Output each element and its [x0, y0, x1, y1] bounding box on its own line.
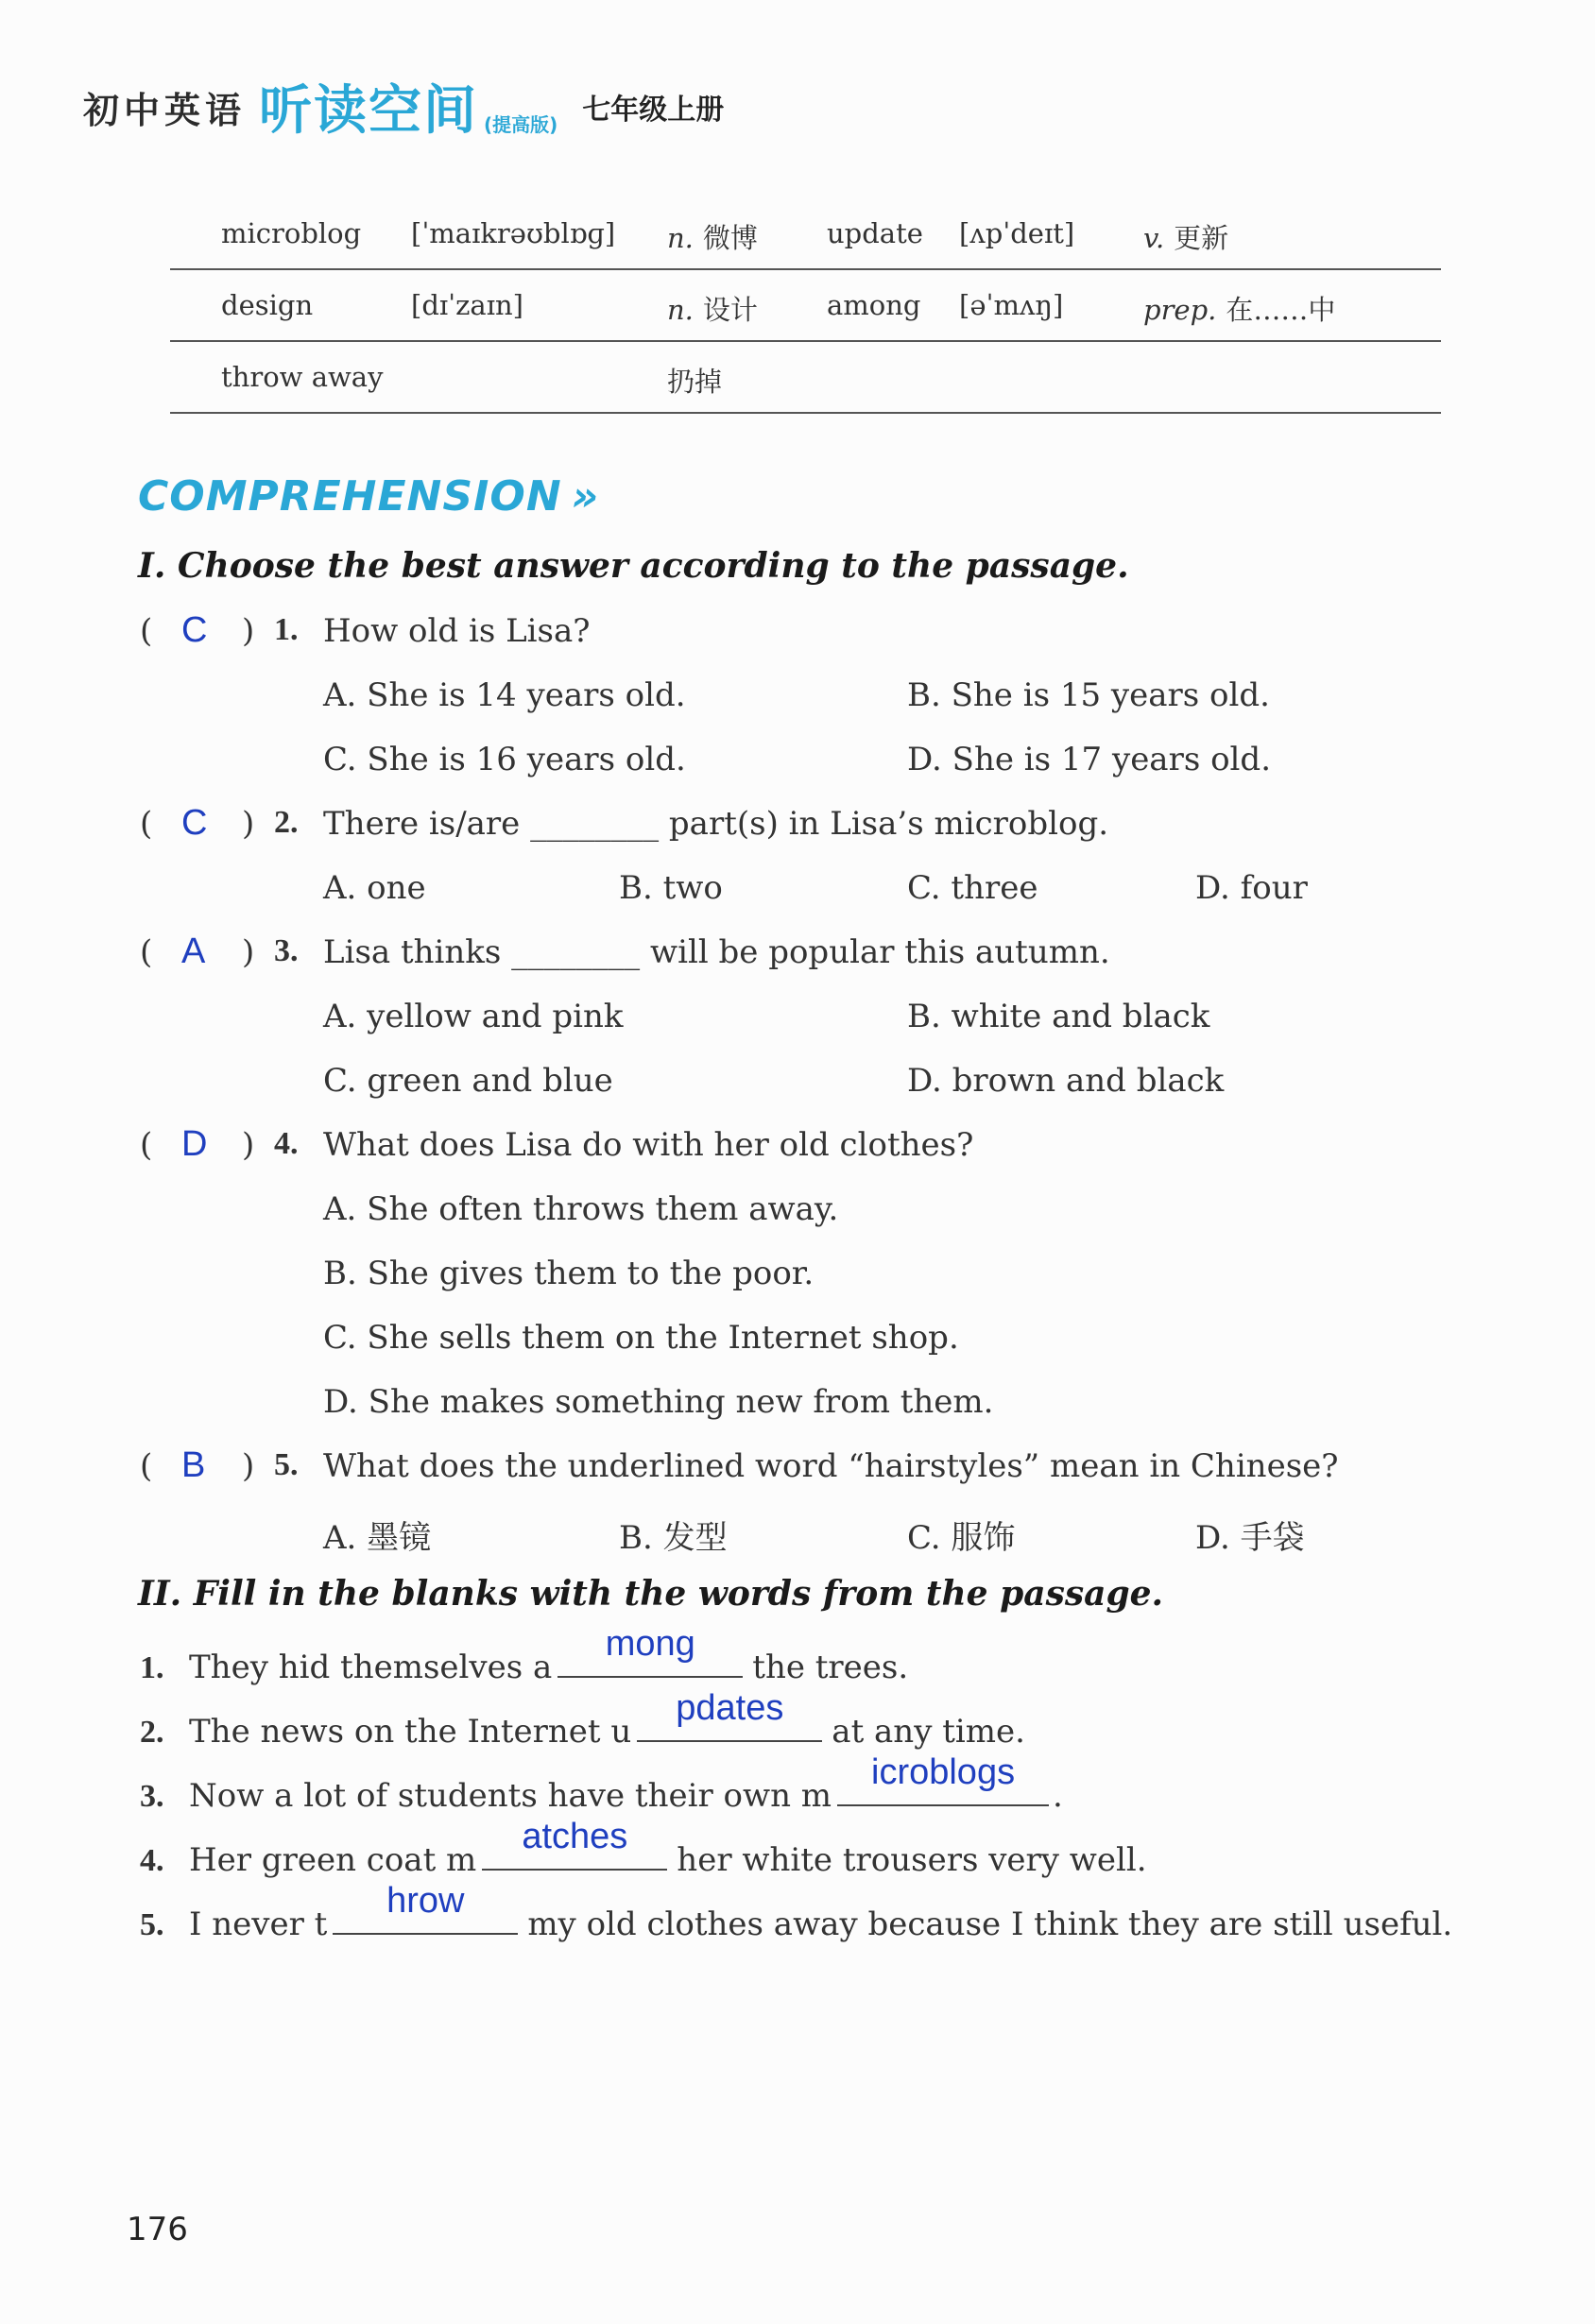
- vocab-meaning: [667, 289, 758, 328]
- answer-blank[interactable]: [557, 1624, 743, 1678]
- answer-letter[interactable]: C: [181, 610, 208, 650]
- vocab-phonetic: [dɪˈzaɪn]: [411, 289, 523, 321]
- question-text: How old is Lisa?: [323, 612, 591, 650]
- answer-letter[interactable]: B: [181, 1445, 206, 1485]
- fill-item: [140, 1881, 1453, 1943]
- sentence-start: Her green coat m: [189, 1841, 477, 1879]
- question-number: 4.: [274, 1126, 299, 1161]
- option[interactable]: D. brown and black: [907, 1062, 1225, 1100]
- item-number: 1.: [140, 1650, 164, 1685]
- answer-bracket: ( B ): [140, 1445, 255, 1485]
- question-text: Lisa thinks ________ will be popular this autumn.: [323, 933, 1110, 971]
- answer-letter[interactable]: D: [181, 1124, 208, 1164]
- question-text: What does Lisa do with her old clothes?: [323, 1126, 974, 1164]
- answer-blank[interactable]: [837, 1752, 1049, 1806]
- handwritten-answer: pdates: [676, 1688, 784, 1728]
- vocab-meaning: [1143, 289, 1335, 328]
- sentence-end: my old clothes away because I think they are still useful.: [527, 1905, 1453, 1943]
- part-of-speech: prep.: [1143, 294, 1217, 326]
- part-of-speech: n.: [667, 222, 694, 254]
- option[interactable]: A. 墨镜: [323, 1519, 432, 1557]
- item-number: 2.: [140, 1715, 164, 1750]
- grade-label: 七年级上册: [582, 94, 725, 127]
- answer-letter[interactable]: C: [181, 803, 208, 843]
- option[interactable]: A. She is 14 years old.: [323, 676, 686, 714]
- option[interactable]: C. 服饰: [907, 1519, 1016, 1557]
- sentence-end: at any time.: [832, 1713, 1025, 1751]
- sentence-start: Now a lot of students have their own m: [189, 1777, 832, 1815]
- option[interactable]: B. white and black: [907, 998, 1210, 1035]
- answer-letter[interactable]: A: [181, 931, 206, 971]
- handwritten-answer: icroblogs: [871, 1752, 1016, 1792]
- item-number: 3.: [140, 1779, 164, 1814]
- section-heading: [138, 472, 599, 521]
- fill-item: [140, 1688, 1025, 1751]
- handwritten-answer: hrow: [386, 1881, 465, 1921]
- fill-item: [140, 1752, 1063, 1815]
- item-number: 4.: [140, 1843, 164, 1878]
- vocab-meaning: [1143, 217, 1228, 256]
- vocab-row: [170, 342, 1441, 414]
- vocab-phonetic: [ˈmaɪkrəʊblɒɡ]: [411, 217, 616, 249]
- question-text: What does the underlined word “hairstyles” mean in Chinese?: [323, 1447, 1339, 1485]
- sentence-start: They hid themselves a: [189, 1649, 553, 1686]
- option[interactable]: C. three: [907, 869, 1038, 907]
- sentence-end: .: [1053, 1777, 1063, 1815]
- meaning-text: 在……中: [1226, 294, 1336, 326]
- part-of-speech: n.: [667, 294, 694, 326]
- answer-bracket: ( D ): [140, 1124, 255, 1164]
- question-number: 2.: [274, 805, 299, 840]
- vocab-row: [170, 270, 1441, 342]
- fill-item: [140, 1624, 909, 1686]
- option[interactable]: C. green and blue: [323, 1062, 613, 1100]
- page-header: [83, 74, 724, 140]
- item-number: 5.: [140, 1907, 164, 1942]
- option[interactable]: B. 发型: [619, 1519, 728, 1557]
- option[interactable]: A. one: [323, 869, 426, 907]
- book-title: 初中英语: [83, 89, 247, 131]
- fill-item: [140, 1817, 1147, 1879]
- answer-blank[interactable]: [482, 1817, 667, 1871]
- option[interactable]: D. She is 17 years old.: [907, 741, 1272, 778]
- option[interactable]: D. She makes something new from them.: [323, 1383, 994, 1421]
- answer-bracket: ( A ): [140, 931, 255, 971]
- vocab-word: update: [827, 217, 923, 249]
- vocabulary-table: [170, 198, 1441, 414]
- option[interactable]: B. two: [619, 869, 723, 907]
- double-chevron-icon: »: [571, 472, 600, 521]
- handwritten-answer: atches: [522, 1817, 628, 1856]
- section-2-title: II. Fill in the blanks with the words from the passage.: [138, 1574, 1164, 1614]
- meaning-text: 设计: [702, 294, 758, 326]
- vocab-meaning: 扔掉: [667, 366, 723, 398]
- option[interactable]: D. 手袋: [1195, 1519, 1305, 1557]
- page-number: 176: [127, 2211, 188, 2248]
- question-number: 3.: [274, 933, 299, 968]
- series-logo: 听读空间: [259, 80, 479, 142]
- question-text: There is/are ________ part(s) in Lisa’s microblog.: [323, 805, 1109, 843]
- handwritten-answer: mong: [605, 1624, 695, 1664]
- vocab-meaning: [667, 217, 758, 256]
- vocab-word: throw away: [221, 361, 384, 393]
- question-number: 1.: [274, 612, 299, 647]
- vocab-word: microblog: [221, 217, 362, 249]
- vocab-row: [170, 198, 1441, 270]
- part-of-speech: v.: [1143, 222, 1165, 254]
- option[interactable]: A. She often throws them away.: [323, 1190, 839, 1228]
- vocab-word: design: [221, 289, 314, 321]
- answer-blank[interactable]: [333, 1881, 518, 1935]
- option[interactable]: D. four: [1195, 869, 1308, 907]
- option[interactable]: C. She sells them on the Internet shop.: [323, 1319, 959, 1357]
- sentence-end: the trees.: [752, 1649, 909, 1686]
- sentence-start: The news on the Internet u: [189, 1713, 632, 1751]
- option[interactable]: B. She gives them to the poor.: [323, 1255, 815, 1292]
- comprehension-title: COMPREHENSION: [138, 472, 562, 521]
- section-1-title: I. Choose the best answer according to the passage.: [138, 546, 1129, 586]
- question-number: 5.: [274, 1447, 299, 1482]
- option[interactable]: A. yellow and pink: [323, 998, 624, 1035]
- edition-label: (提高版): [484, 112, 558, 136]
- sentence-end: her white trousers very well.: [677, 1841, 1147, 1879]
- sentence-start: I never t: [189, 1905, 328, 1943]
- option[interactable]: B. She is 15 years old.: [907, 676, 1270, 714]
- vocab-word: among: [827, 289, 921, 321]
- answer-blank[interactable]: [637, 1688, 822, 1742]
- vocab-phonetic: [əˈmʌŋ]: [959, 289, 1064, 321]
- meaning-text: 微博: [702, 222, 758, 254]
- answer-bracket: ( C ): [140, 803, 255, 843]
- option[interactable]: C. She is 16 years old.: [323, 741, 686, 778]
- answer-bracket: ( C ): [140, 610, 255, 650]
- vocab-phonetic: [ʌpˈdeɪt]: [959, 217, 1075, 249]
- meaning-text: 更新: [1174, 222, 1229, 254]
